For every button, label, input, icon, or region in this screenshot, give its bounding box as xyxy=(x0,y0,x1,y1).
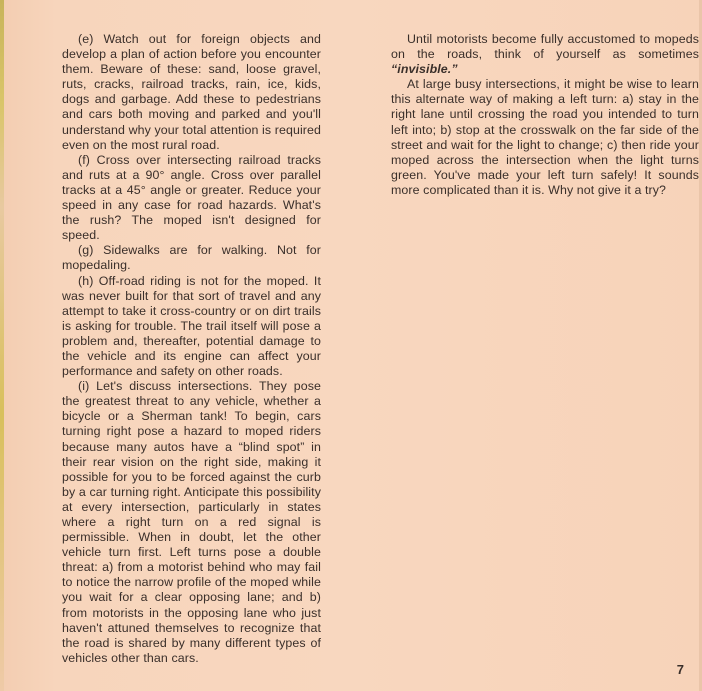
paragraph-off-road: (h) Off-road riding is not for the moped. It was never built for that sort of travel and any attempt to take it cross-country or on dirt trails is asking for trouble. The trail itself will pose a problem and, thereafter, potential damage to the vehicle and its engine can affect your performance and safety on other roads. xyxy=(62,273,321,379)
paragraph-foreign-objects: (e) Watch out for foreign objects and develop a plan of action before you encounter them. Beware of these: sand, loose gravel, ruts, cracks, railroad tracks, rain, ice, kids, dogs and garbage. Add these to pedestrians and cars both moving and parked and you'll understand why your total attention is required even on the most rural road. xyxy=(62,32,321,152)
paragraph-invisible-text: Until motorists become fully accustomed to mopeds on the roads, think of yourself as sometimes xyxy=(391,32,699,62)
invisible-emphasis: “invisible.” xyxy=(391,62,458,77)
paragraph-intersections: (i) Let's discuss intersections. They pose the greatest threat to any vehicle, whether a bicycle or a Sherman tank! To begin, cars turning right pose a hazard to moped riders because many autos have a “blind spot” in their rear vision on the right side, making it possible for you to be forced against the curb by a car turning right. Anticipate this possibility at every intersection, particularly in states where a right turn on a red signal is permissible. When in doubt, let the other vehicle turn first. Left turns pose a double threat: a) from a motorist behind who may fail to notice the narrow profile of the moped while you wait for a clear opposing lane; and b) from motorists in the opposing lane who just haven't attuned themselves to recognize that the road is shared by many different types of vehicles other than cars. xyxy=(62,379,321,665)
page-number: 7 xyxy=(676,662,684,677)
paragraph-left-turn: At large busy intersections, it might be wise to learn this alternate way of making a left turn: a) stay in the right lane until crossing the road you intended to turn left into; b) stop at the crosswalk on the far side of the street and wait for the light to change; c) then ride your moped across the intersection when the light turns green. You've made your left turn safely! It sounds more complicated than it is. Why not give it a try? xyxy=(391,77,699,197)
right-text-column xyxy=(391,32,699,198)
paragraph-sidewalks: (g) Sidewalks are for walking. Not for mopedaling. xyxy=(62,243,321,273)
paragraph-invisible xyxy=(391,32,699,77)
page-binding-edge xyxy=(0,0,4,691)
left-text-column xyxy=(62,32,321,666)
paragraph-railroad-tracks: (f) Cross over intersecting railroad tracks and ruts at a 90° angle. Cross over parallel tracks at a 45° angle or greater. Reduce your speed in any case for road hazards. What's the rush? The moped isn't designed for speed. xyxy=(62,152,321,243)
